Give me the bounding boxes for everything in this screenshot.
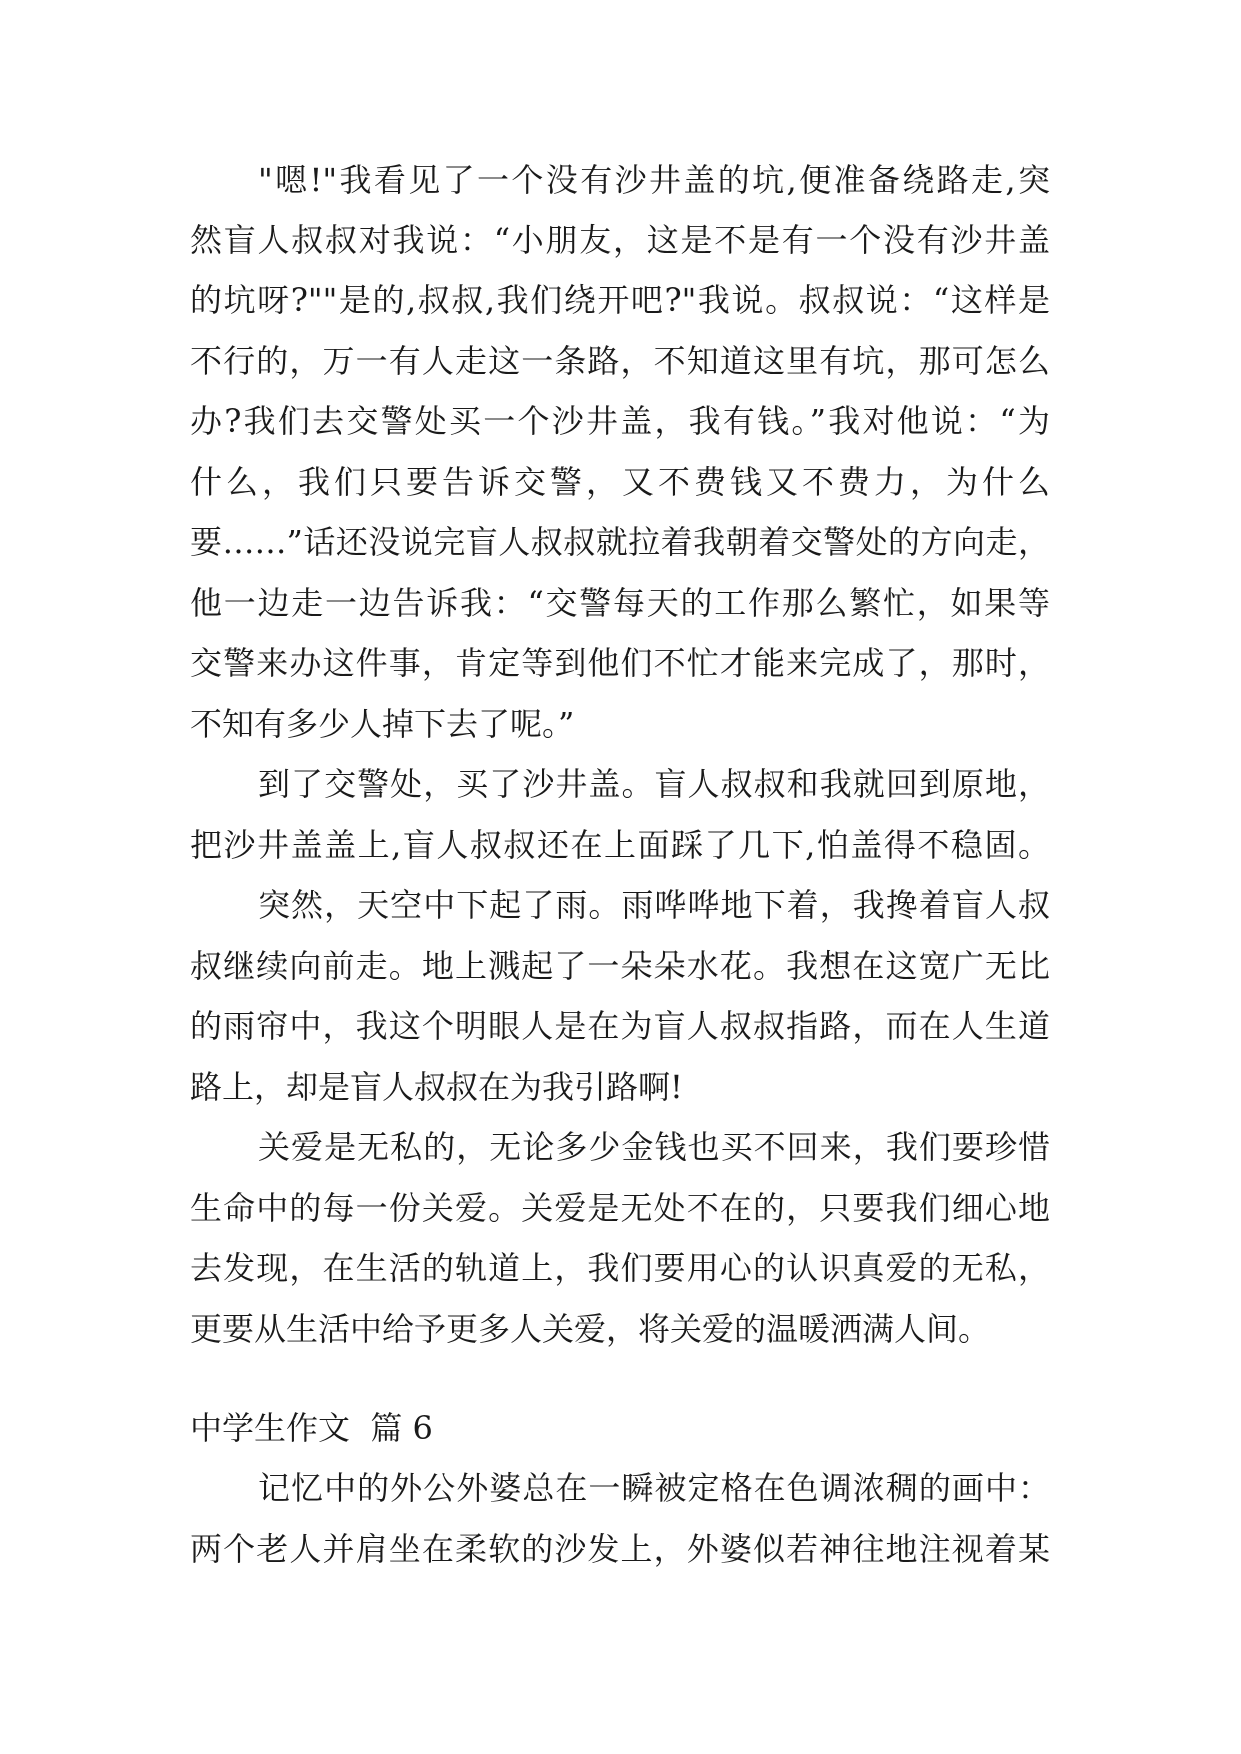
paragraph-1-line-4: 不行的，万一有人走这一条路，不知道这里有坑，那可怎么: [190, 342, 1050, 380]
paragraph-1-line-3: 的坑呀?""是的,叔叔,我们绕开吧?"我说。叔叔说：“这样是: [190, 281, 1050, 319]
paragraph-4-line-1: 关爱是无私的，无论多少金钱也买不回来，我们要珍惜: [258, 1128, 1050, 1166]
paragraph-5-line-2: 两个老人并肩坐在柔软的沙发上，外婆似若神往地注视着某: [190, 1530, 1050, 1568]
paragraph-4-line-3: 去发现，在生活的轨道上，我们要用心的认识真爱的无私，: [190, 1249, 1050, 1287]
paragraph-4-line-4: 更要从生活中给予更多人关爱，将关爱的温暖洒满人间。: [190, 1310, 991, 1348]
paragraph-1-line-8: 他一边走一边告诉我：“交警每天的工作那么繁忙，如果等: [190, 584, 1050, 622]
paragraph-3-line-4: 路上，却是盲人叔叔在为我引路啊!: [190, 1068, 683, 1106]
paragraph-1-line-6: 什么，我们只要告诉交警，又不费钱又不费力，为什么: [190, 463, 1050, 501]
paragraph-1-line-10: 不知有多少人掉下去了呢。”: [190, 705, 575, 743]
paragraph-1-line-1: "嗯!"我看见了一个没有沙井盖的坑,便准备绕路走,突: [258, 161, 1050, 199]
paragraph-2-line-1: 到了交警处，买了沙井盖。盲人叔叔和我就回到原地，: [258, 765, 1050, 803]
paragraph-1-line-2: 然盲人叔叔对我说：“小朋友，这是不是有一个没有沙井盖: [190, 221, 1050, 259]
paragraph-5-line-1: 记忆中的外公外婆总在一瞬被定格在色调浓稠的画中：: [258, 1469, 1050, 1507]
paragraph-1-line-7: 要……”话还没说完盲人叔叔就拉着我朝着交警处的方向走，: [190, 523, 1050, 561]
paragraph-3-line-1: 突然，天空中下起了雨。雨哗哗地下着，我搀着盲人叔: [258, 886, 1050, 924]
paragraph-3-line-3: 的雨帘中，我这个明眼人是在为盲人叔叔指路，而在人生道: [190, 1007, 1050, 1045]
paragraph-4-line-2: 生命中的每一份关爱。关爱是无处不在的，只要我们细心地: [190, 1189, 1050, 1227]
paragraph-3-line-2: 叔继续向前走。地上溅起了一朵朵水花。我想在这宽广无比: [190, 947, 1050, 985]
section-heading: 中学生作文 篇 6: [190, 1409, 433, 1447]
paragraph-2-line-2: 把沙井盖盖上,盲人叔叔还在上面踩了几下,怕盖得不稳固。: [190, 826, 1050, 864]
paragraph-1-line-9: 交警来办这件事，肯定等到他们不忙才能来完成了，那时，: [190, 644, 1050, 682]
paragraph-1-line-5: 办?我们去交警处买一个沙井盖，我有钱。”我对他说：“为: [190, 402, 1050, 440]
